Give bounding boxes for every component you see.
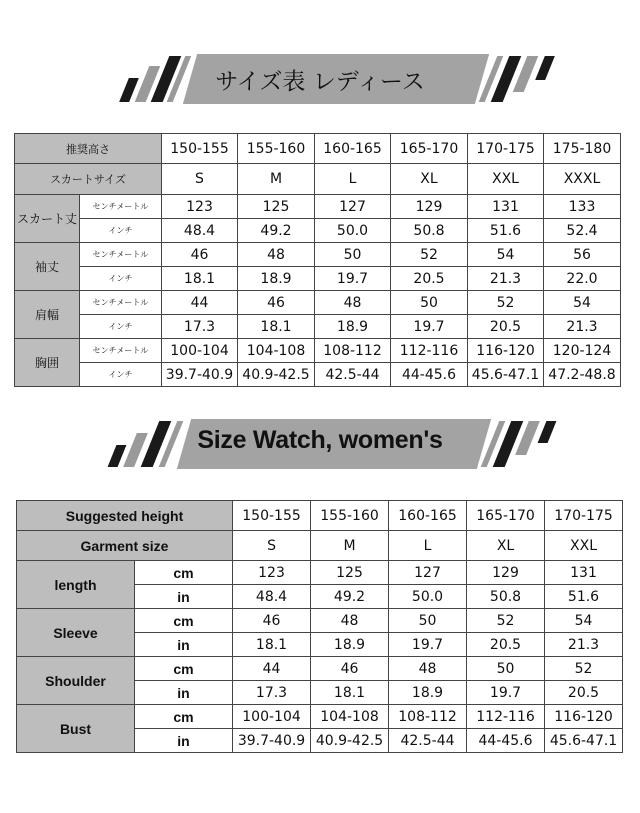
value-cell: 21.3: [468, 267, 544, 291]
value-cell: 131: [468, 195, 544, 219]
value-cell: 108-112: [389, 705, 467, 729]
value-cell: 44: [162, 291, 238, 315]
unit-label: センチメートル: [80, 243, 162, 267]
height-cell: 155-160: [311, 501, 389, 531]
measure-label: Shoulder: [17, 657, 135, 705]
size-cell: XL: [467, 531, 545, 561]
height-cell: 170-175: [468, 134, 544, 164]
height-header-label: Suggested height: [17, 501, 233, 531]
value-cell: 112-116: [467, 705, 545, 729]
value-cell: 49.2: [311, 585, 389, 609]
value-cell: 48: [238, 243, 315, 267]
unit-label: インチ: [80, 267, 162, 291]
value-cell: 123: [162, 195, 238, 219]
value-cell: 42.5-44: [389, 729, 467, 753]
size-cell: M: [311, 531, 389, 561]
size-table-en: [16, 500, 623, 753]
unit-label: in: [135, 633, 233, 657]
unit-label: cm: [135, 609, 233, 633]
value-cell: 42.5-44: [315, 363, 391, 387]
value-cell: 131: [545, 561, 623, 585]
measure-label: 袖丈: [15, 243, 80, 291]
value-cell: 48.4: [233, 585, 311, 609]
value-cell: 50: [389, 609, 467, 633]
measure-label: 肩幅: [15, 291, 80, 339]
value-cell: 125: [238, 195, 315, 219]
value-cell: 104-108: [311, 705, 389, 729]
value-cell: 17.3: [162, 315, 238, 339]
value-cell: 129: [391, 195, 468, 219]
value-cell: 18.9: [238, 267, 315, 291]
value-cell: 48.4: [162, 219, 238, 243]
value-cell: 47.2-48.8: [544, 363, 621, 387]
unit-label: in: [135, 585, 233, 609]
value-cell: 44: [233, 657, 311, 681]
value-cell: 48: [389, 657, 467, 681]
value-cell: 21.3: [545, 633, 623, 657]
value-cell: 104-108: [238, 339, 315, 363]
value-cell: 40.9-42.5: [238, 363, 315, 387]
value-cell: 50.0: [315, 219, 391, 243]
value-cell: 20.5: [545, 681, 623, 705]
value-cell: 108-112: [315, 339, 391, 363]
size-table-jp: [14, 133, 621, 387]
unit-label: センチメートル: [80, 195, 162, 219]
height-cell: 160-165: [315, 134, 391, 164]
value-cell: 52: [545, 657, 623, 681]
value-cell: 116-120: [545, 705, 623, 729]
value-cell: 123: [233, 561, 311, 585]
height-cell: 160-165: [389, 501, 467, 531]
value-cell: 46: [311, 657, 389, 681]
value-cell: 48: [311, 609, 389, 633]
value-cell: 45.6-47.1: [468, 363, 544, 387]
height-cell: 175-180: [544, 134, 621, 164]
value-cell: 125: [311, 561, 389, 585]
banner-en: [0, 417, 640, 473]
size-cell: M: [238, 164, 315, 195]
size-header-label: Garment size: [17, 531, 233, 561]
value-cell: 112-116: [391, 339, 468, 363]
value-cell: 44-45.6: [467, 729, 545, 753]
value-cell: 18.9: [311, 633, 389, 657]
size-cell: S: [162, 164, 238, 195]
value-cell: 22.0: [544, 267, 621, 291]
page-title-jp: サイズ表 レディース: [215, 69, 425, 95]
height-cell: 165-170: [467, 501, 545, 531]
value-cell: 20.5: [467, 633, 545, 657]
value-cell: 20.5: [468, 315, 544, 339]
value-cell: 18.1: [311, 681, 389, 705]
value-cell: 51.6: [545, 585, 623, 609]
value-cell: 52: [391, 243, 468, 267]
unit-label: in: [135, 729, 233, 753]
value-cell: 127: [315, 195, 391, 219]
value-cell: 45.6-47.1: [545, 729, 623, 753]
value-cell: 133: [544, 195, 621, 219]
value-cell: 46: [162, 243, 238, 267]
value-cell: 50.8: [391, 219, 468, 243]
value-cell: 54: [544, 291, 621, 315]
size-cell: S: [233, 531, 311, 561]
unit-label: インチ: [80, 219, 162, 243]
value-cell: 54: [545, 609, 623, 633]
value-cell: 100-104: [233, 705, 311, 729]
value-cell: 116-120: [468, 339, 544, 363]
value-cell: 18.9: [389, 681, 467, 705]
height-cell: 150-155: [162, 134, 238, 164]
size-cell: XXL: [545, 531, 623, 561]
value-cell: 20.5: [391, 267, 468, 291]
unit-label: in: [135, 681, 233, 705]
page-title-en: Size Watch, women's: [197, 426, 443, 454]
size-cell: L: [389, 531, 467, 561]
size-cell: XXXL: [544, 164, 621, 195]
value-cell: 46: [233, 609, 311, 633]
value-cell: 17.3: [233, 681, 311, 705]
value-cell: 52: [467, 609, 545, 633]
measure-label: length: [17, 561, 135, 609]
value-cell: 21.3: [544, 315, 621, 339]
value-cell: 120-124: [544, 339, 621, 363]
measure-label: Bust: [17, 705, 135, 753]
size-header-label: スカートサイズ: [15, 164, 162, 195]
value-cell: 56: [544, 243, 621, 267]
banner-jp: [0, 52, 640, 108]
unit-label: インチ: [80, 363, 162, 387]
value-cell: 50: [467, 657, 545, 681]
value-cell: 18.9: [315, 315, 391, 339]
measure-label: 胸囲: [15, 339, 80, 387]
value-cell: 50: [315, 243, 391, 267]
value-cell: 19.7: [391, 315, 468, 339]
measure-label: Sleeve: [17, 609, 135, 657]
unit-label: cm: [135, 657, 233, 681]
value-cell: 39.7-40.9: [233, 729, 311, 753]
value-cell: 51.6: [468, 219, 544, 243]
size-cell: XXL: [468, 164, 544, 195]
value-cell: 50.8: [467, 585, 545, 609]
size-cell: XL: [391, 164, 468, 195]
height-cell: 150-155: [233, 501, 311, 531]
value-cell: 50.0: [389, 585, 467, 609]
value-cell: 49.2: [238, 219, 315, 243]
unit-label: cm: [135, 705, 233, 729]
value-cell: 52: [468, 291, 544, 315]
value-cell: 52.4: [544, 219, 621, 243]
unit-label: センチメートル: [80, 339, 162, 363]
height-cell: 170-175: [545, 501, 623, 531]
unit-label: センチメートル: [80, 291, 162, 315]
height-header-label: 推奨高さ: [15, 134, 162, 164]
value-cell: 18.1: [162, 267, 238, 291]
value-cell: 46: [238, 291, 315, 315]
value-cell: 39.7-40.9: [162, 363, 238, 387]
unit-label: cm: [135, 561, 233, 585]
value-cell: 100-104: [162, 339, 238, 363]
value-cell: 44-45.6: [391, 363, 468, 387]
unit-label: インチ: [80, 315, 162, 339]
value-cell: 129: [467, 561, 545, 585]
height-cell: 165-170: [391, 134, 468, 164]
value-cell: 18.1: [238, 315, 315, 339]
value-cell: 40.9-42.5: [311, 729, 389, 753]
value-cell: 18.1: [233, 633, 311, 657]
value-cell: 54: [468, 243, 544, 267]
size-cell: L: [315, 164, 391, 195]
value-cell: 19.7: [315, 267, 391, 291]
value-cell: 19.7: [467, 681, 545, 705]
value-cell: 48: [315, 291, 391, 315]
measure-label: スカート丈: [15, 195, 80, 243]
value-cell: 127: [389, 561, 467, 585]
value-cell: 19.7: [389, 633, 467, 657]
value-cell: 50: [391, 291, 468, 315]
height-cell: 155-160: [238, 134, 315, 164]
